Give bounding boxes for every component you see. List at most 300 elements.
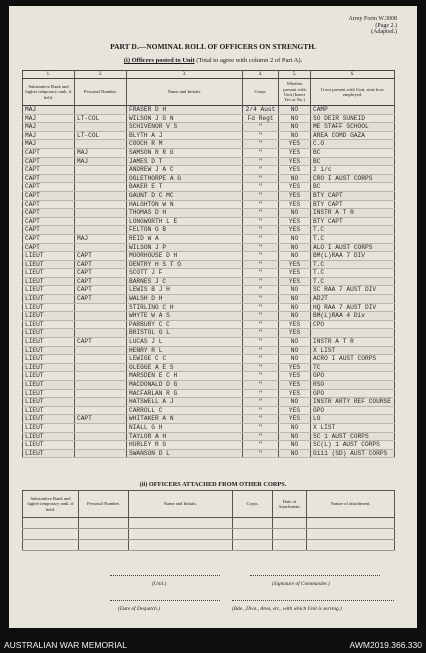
officer-name: CARROLL C — [127, 406, 243, 415]
col-number: 2. — [75, 71, 127, 79]
officer-name: ANDREW J A C — [127, 166, 243, 175]
officer-name: WILSON J P — [127, 243, 243, 252]
officer-name: JAMES D T — [127, 157, 243, 166]
officer-employment: G111 (SD) AUST CORPS — [311, 449, 395, 458]
officer-row — [23, 432, 395, 441]
officer-rank: LIEUT — [23, 286, 75, 295]
officer-row — [23, 423, 395, 432]
officer-employment: T.C — [311, 260, 395, 269]
officer-higher-rank — [75, 140, 127, 149]
col-header-present: Whether present with Unit (Insert Yes or No.) — [279, 79, 311, 106]
form-page-number: (Page 2.) — [375, 22, 397, 29]
officer-corps: " — [243, 183, 279, 192]
officer-present: YES — [279, 157, 311, 166]
officer-rank: CAPT — [23, 200, 75, 209]
officer-higher-rank: LT-COL — [75, 131, 127, 140]
unit-signature-line — [110, 575, 220, 576]
officer-present: YES — [279, 329, 311, 338]
column-number-row — [23, 71, 395, 79]
officer-rank: LIEUT — [23, 329, 75, 338]
officer-present: YES — [279, 320, 311, 329]
officer-name: GLEGGE A E S — [127, 363, 243, 372]
officer-higher-rank — [75, 423, 127, 432]
officer-employment: CRO I AUST CORPS — [311, 174, 395, 183]
officer-present: NO — [279, 174, 311, 183]
officer-present: NO — [279, 106, 311, 115]
officers-roll-table — [22, 70, 395, 458]
col-number: 3. — [127, 71, 243, 79]
officer-rank: LIEUT — [23, 346, 75, 355]
officer-employment: BM(L)RAA 4 Div — [311, 312, 395, 321]
officer-higher-rank — [75, 381, 127, 390]
officer-row — [23, 286, 395, 295]
officer-name: SCOTT J F — [127, 269, 243, 278]
officer-employment: C.O — [311, 140, 395, 149]
column-header-row — [23, 79, 395, 106]
officer-name: SCHIVENOR V S — [127, 123, 243, 132]
col-header-personal-number: Personal Number. — [75, 79, 127, 106]
officer-rank: CAPT — [23, 148, 75, 157]
officer-higher-rank — [75, 217, 127, 226]
officer-corps: " — [243, 363, 279, 372]
officer-higher-rank — [75, 106, 127, 115]
officer-name: WHITAKER A N — [127, 415, 243, 424]
archive-footer — [0, 638, 426, 653]
officer-corps: " — [243, 148, 279, 157]
section2-title: (ii) OFFICERS ATTACHED FROM OTHER CORPS. — [139, 481, 287, 488]
officer-name: MOORHOUSE D H — [127, 252, 243, 261]
section1-label: (i) Officers posted to Unit — [123, 57, 195, 64]
officer-corps: " — [243, 346, 279, 355]
officer-row — [23, 131, 395, 140]
officer-higher-rank — [75, 191, 127, 200]
officer-name: GAUNT D C MC — [127, 191, 243, 200]
officer-higher-rank: CAPT — [75, 295, 127, 304]
officer-row — [23, 320, 395, 329]
officer-higher-rank: CAPT — [75, 286, 127, 295]
form-reference — [348, 16, 397, 36]
officer-name: STIRLING C H — [127, 303, 243, 312]
officer-corps: " — [243, 441, 279, 450]
officer-employment: LO — [311, 415, 395, 424]
attached-blank-row — [23, 540, 395, 551]
officer-rank: CAPT — [23, 234, 75, 243]
officer-row — [23, 217, 395, 226]
officer-present: NO — [279, 432, 311, 441]
officer-name: FELTON G B — [127, 226, 243, 235]
officer-rank: MAJ — [23, 131, 75, 140]
officer-corps: " — [243, 217, 279, 226]
col-header-employed: If not present with Unit, state how employed. — [311, 79, 395, 106]
col-number: 4. — [243, 71, 279, 79]
officer-employment: INSTR ARTY REF COURSE — [311, 398, 395, 407]
officer-employment: BTY CAPT — [311, 217, 395, 226]
officer-row — [23, 372, 395, 381]
officer-name: OGLETHORPE A G — [127, 174, 243, 183]
officer-employment: GPO — [311, 389, 395, 398]
officer-corps: " — [243, 320, 279, 329]
officer-employment: BC — [311, 157, 395, 166]
officer-higher-rank — [75, 320, 127, 329]
officer-higher-rank — [75, 200, 127, 209]
officer-present: YES — [279, 406, 311, 415]
officer-row — [23, 243, 395, 252]
officer-rank: CAPT — [23, 174, 75, 183]
officer-row — [23, 381, 395, 390]
officer-present: NO — [279, 303, 311, 312]
officer-row — [23, 398, 395, 407]
officer-name: HURLEY R G — [127, 441, 243, 450]
officer-higher-rank: CAPT — [75, 260, 127, 269]
officer-employment: T.C — [311, 277, 395, 286]
officer-rank: LIEUT — [23, 398, 75, 407]
officer-rank: LIEUT — [23, 320, 75, 329]
officer-name: WILSON J G N — [127, 114, 243, 123]
form-adapted-note: (Adapted.) — [371, 29, 397, 35]
officer-employment: T.C — [311, 234, 395, 243]
officer-corps: " — [243, 140, 279, 149]
officer-higher-rank — [75, 226, 127, 235]
officer-present: NO — [279, 234, 311, 243]
officer-corps: " — [243, 415, 279, 424]
officer-employment: GPO — [311, 406, 395, 415]
officer-corps: " — [243, 226, 279, 235]
officer-name: PARBURY C C — [127, 320, 243, 329]
officer-corps: " — [243, 286, 279, 295]
officer-higher-rank — [75, 243, 127, 252]
officer-higher-rank: MAJ — [75, 234, 127, 243]
officer-corps: " — [243, 209, 279, 218]
officer-row — [23, 148, 395, 157]
officer-employment: T.C — [311, 226, 395, 235]
officer-employment: X LIST — [311, 346, 395, 355]
officer-higher-rank: CAPT — [75, 415, 127, 424]
officer-present: NO — [279, 295, 311, 304]
commander-signature-line — [250, 575, 380, 576]
officer-name: LEWIGE C C — [127, 355, 243, 364]
officer-corps: " — [243, 157, 279, 166]
officer-corps: " — [243, 191, 279, 200]
officer-rank: LIEUT — [23, 355, 75, 364]
officer-corps: " — [243, 432, 279, 441]
officer-name: WALSH D H — [127, 295, 243, 304]
officer-corps: " — [243, 269, 279, 278]
officer-higher-rank — [75, 372, 127, 381]
officer-rank: LIEUT — [23, 381, 75, 390]
officer-rank: MAJ — [23, 140, 75, 149]
officer-present: NO — [279, 252, 311, 261]
officer-employment: SC RAA 7 AUST DIV — [311, 286, 395, 295]
officer-employment: CPO — [311, 320, 395, 329]
officer-name: MACFARLAN R G — [127, 389, 243, 398]
officer-rank: MAJ — [23, 114, 75, 123]
officer-higher-rank — [75, 406, 127, 415]
officer-name: SWANSON D L — [127, 449, 243, 458]
col-header-name: Name and Initials. — [127, 79, 243, 106]
officer-rank: CAPT — [23, 209, 75, 218]
officer-employment: ME STAFF SCHOOL — [311, 123, 395, 132]
officer-present: NO — [279, 398, 311, 407]
officer-employment: BM(L)RAA 7 DIV — [311, 252, 395, 261]
officer-row — [23, 209, 395, 218]
officer-name: HALGHTON W N — [127, 200, 243, 209]
officer-higher-rank — [75, 123, 127, 132]
officer-higher-rank: CAPT — [75, 277, 127, 286]
officer-corps: Fd Regt — [243, 114, 279, 123]
att-header-date: Date of Attachment. — [273, 491, 307, 518]
officer-row — [23, 252, 395, 261]
officer-corps: " — [243, 381, 279, 390]
att-header-corps: Corps. — [233, 491, 273, 518]
officer-name: MARSDEN E C H — [127, 372, 243, 381]
officer-corps: 2/4 Aust — [243, 106, 279, 115]
officer-employment: AREA COMD GAZA — [311, 131, 395, 140]
officer-name: MACDONALD D G — [127, 381, 243, 390]
officer-present: NO — [279, 423, 311, 432]
officer-rank: LIEUT — [23, 252, 75, 261]
attached-header-row — [23, 491, 395, 518]
officer-row — [23, 260, 395, 269]
officer-present: NO — [279, 338, 311, 347]
officer-employment: SC 1 AUST CORPS — [311, 432, 395, 441]
officer-row — [23, 441, 395, 450]
officer-corps: " — [243, 449, 279, 458]
officer-name: NIALL G H — [127, 423, 243, 432]
officer-name: REID W A — [127, 234, 243, 243]
formation-label: (Bde., Divn., Area, etc., with which Unit is serving.) — [232, 606, 342, 612]
officer-rank: LIEUT — [23, 389, 75, 398]
officer-employment: TC — [311, 363, 395, 372]
officer-higher-rank: CAPT — [75, 269, 127, 278]
att-header-rank: Substantive Rank and higher temporary rank, if held. — [23, 491, 79, 518]
officer-rank: LIEUT — [23, 260, 75, 269]
officer-row — [23, 312, 395, 321]
officer-name: BAKER E T — [127, 183, 243, 192]
officer-corps: " — [243, 423, 279, 432]
att-header-personal-number: Personal Number. — [79, 491, 129, 518]
officer-employment: RSO — [311, 381, 395, 390]
officer-employment: T.C — [311, 269, 395, 278]
date-of-despatch-label: (Date of Despatch.) — [118, 606, 160, 612]
officer-higher-rank: CAPT — [75, 338, 127, 347]
officer-present: NO — [279, 243, 311, 252]
officer-rank: LIEUT — [23, 423, 75, 432]
officer-employment: BTY CAPT — [311, 191, 395, 200]
officer-row — [23, 234, 395, 243]
officer-rank: LIEUT — [23, 449, 75, 458]
officer-name: THOMAS D H — [127, 209, 243, 218]
officer-row — [23, 338, 395, 347]
officer-row — [23, 183, 395, 192]
officer-present: NO — [279, 114, 311, 123]
officer-row — [23, 106, 395, 115]
officer-present: YES — [279, 269, 311, 278]
unit-label: (Unit.) — [152, 581, 167, 587]
commander-label: (Signature of Commander.) — [272, 581, 330, 587]
officer-rank: LIEUT — [23, 415, 75, 424]
officer-present: NO — [279, 131, 311, 140]
officer-present: YES — [279, 363, 311, 372]
officer-employment: X LIST — [311, 423, 395, 432]
officer-row — [23, 200, 395, 209]
officer-higher-rank — [75, 398, 127, 407]
officer-row — [23, 415, 395, 424]
officer-corps: " — [243, 372, 279, 381]
officer-row — [23, 191, 395, 200]
officer-name: LONGWORTH L E — [127, 217, 243, 226]
officer-employment: ALO I AUST CORPS — [311, 243, 395, 252]
officer-row — [23, 346, 395, 355]
officer-corps: " — [243, 123, 279, 132]
officer-row — [23, 140, 395, 149]
officer-row — [23, 166, 395, 175]
officer-name: LEWIS B J H — [127, 286, 243, 295]
officer-present: YES — [279, 183, 311, 192]
officer-employment: SC(L) 1 AUST CORPS — [311, 441, 395, 450]
officer-employment — [311, 329, 395, 338]
officer-employment: CAMP — [311, 106, 395, 115]
officer-rank: LIEUT — [23, 277, 75, 286]
officer-employment: HQ RAA 7 AUST DIV — [311, 303, 395, 312]
officer-present: YES — [279, 277, 311, 286]
officer-employment: SO DEIR SUNEID — [311, 114, 395, 123]
officer-employment: 2 i/c — [311, 166, 395, 175]
col-number: 5. — [279, 71, 311, 79]
officer-rank: LIEUT — [23, 303, 75, 312]
officer-row — [23, 174, 395, 183]
officer-row — [23, 363, 395, 372]
officer-corps: " — [243, 389, 279, 398]
officer-corps: " — [243, 398, 279, 407]
officer-higher-rank — [75, 363, 127, 372]
officer-row — [23, 277, 395, 286]
officer-present: YES — [279, 217, 311, 226]
officer-present: YES — [279, 191, 311, 200]
form-number: Army Form W.3008 — [348, 16, 397, 22]
officer-rank: LIEUT — [23, 312, 75, 321]
officer-rank: LIEUT — [23, 363, 75, 372]
officer-corps: " — [243, 174, 279, 183]
officer-present: YES — [279, 415, 311, 424]
officer-present: YES — [279, 226, 311, 235]
officer-corps: " — [243, 166, 279, 175]
officer-rank: MAJ — [23, 123, 75, 132]
officer-higher-rank: LT-COL — [75, 114, 127, 123]
formation-line — [232, 600, 394, 601]
officer-employment: INSTR A T R — [311, 209, 395, 218]
officer-row — [23, 449, 395, 458]
officer-rank: CAPT — [23, 183, 75, 192]
officer-present: YES — [279, 148, 311, 157]
officer-present: NO — [279, 123, 311, 132]
officer-present: YES — [279, 389, 311, 398]
officer-present: NO — [279, 449, 311, 458]
officer-employment: INSTR A T R — [311, 338, 395, 347]
officer-employment: BC — [311, 183, 395, 192]
officer-employment: BC — [311, 148, 395, 157]
officer-present: NO — [279, 441, 311, 450]
att-header-nature: Nature of attachment. — [307, 491, 395, 518]
page-title: PART D.—NOMINAL ROLL OF OFFICERS ON STRENGTH. — [110, 42, 316, 51]
officer-rank: LIEUT — [23, 269, 75, 278]
officer-name: COOCH R M — [127, 140, 243, 149]
officer-rank: LIEUT — [23, 372, 75, 381]
officer-corps: " — [243, 355, 279, 364]
officer-higher-rank — [75, 166, 127, 175]
attached-officers-table — [22, 490, 395, 551]
officer-name: BRISTOL G L — [127, 329, 243, 338]
officer-corps: " — [243, 303, 279, 312]
officer-present: YES — [279, 166, 311, 175]
officer-corps: " — [243, 200, 279, 209]
officer-rank: CAPT — [23, 157, 75, 166]
officer-row — [23, 355, 395, 364]
att-header-name: Name and Initials. — [129, 491, 233, 518]
col-number: 1. — [23, 71, 75, 79]
officer-present: NO — [279, 312, 311, 321]
officer-rank: LIEUT — [23, 338, 75, 347]
officer-corps: " — [243, 338, 279, 347]
officer-name: BLYTH A J — [127, 131, 243, 140]
officer-rank: LIEUT — [23, 441, 75, 450]
officer-rank: CAPT — [23, 243, 75, 252]
officer-name: FRASER D H — [127, 106, 243, 115]
officer-higher-rank — [75, 441, 127, 450]
section1-note: (Total to agree with column 2 of Part A). — [196, 57, 303, 64]
officer-row — [23, 226, 395, 235]
officer-corps: " — [243, 252, 279, 261]
officer-present: NO — [279, 209, 311, 218]
officer-rank: MAJ — [23, 106, 75, 115]
officer-rank: LIEUT — [23, 432, 75, 441]
officer-higher-rank — [75, 449, 127, 458]
officer-higher-rank: MAJ — [75, 157, 127, 166]
officer-corps: " — [243, 234, 279, 243]
officer-name: DENTRY H S T O — [127, 260, 243, 269]
officer-row — [23, 269, 395, 278]
officer-name: SAMSON R R G — [127, 148, 243, 157]
officer-employment: ACRO I AUST CORPS — [311, 355, 395, 364]
officer-present: YES — [279, 200, 311, 209]
officer-corps: " — [243, 277, 279, 286]
officer-higher-rank — [75, 209, 127, 218]
officer-present: NO — [279, 286, 311, 295]
col-header-corps: Corps. — [243, 79, 279, 106]
officer-employment: ADJT — [311, 295, 395, 304]
officer-name: BARNES J C — [127, 277, 243, 286]
officer-present: YES — [279, 381, 311, 390]
officer-name: TAYLOR A H — [127, 432, 243, 441]
officer-row — [23, 114, 395, 123]
col-number: 6. — [311, 71, 395, 79]
officer-present: YES — [279, 372, 311, 381]
officer-higher-rank — [75, 312, 127, 321]
officer-higher-rank — [75, 329, 127, 338]
officer-row — [23, 123, 395, 132]
officer-row — [23, 389, 395, 398]
officer-row — [23, 329, 395, 338]
officer-higher-rank: MAJ — [75, 148, 127, 157]
officer-rank: LIEUT — [23, 295, 75, 304]
officer-row — [23, 406, 395, 415]
officer-rank: CAPT — [23, 191, 75, 200]
officer-higher-rank — [75, 432, 127, 441]
officer-corps: " — [243, 406, 279, 415]
officer-employment: BTY CAPT — [311, 200, 395, 209]
footer-institution: AUSTRALIAN WAR MEMORIAL — [4, 640, 127, 650]
officer-name: LUCAS J L — [127, 338, 243, 347]
officer-name: WHYTE W A S — [127, 312, 243, 321]
